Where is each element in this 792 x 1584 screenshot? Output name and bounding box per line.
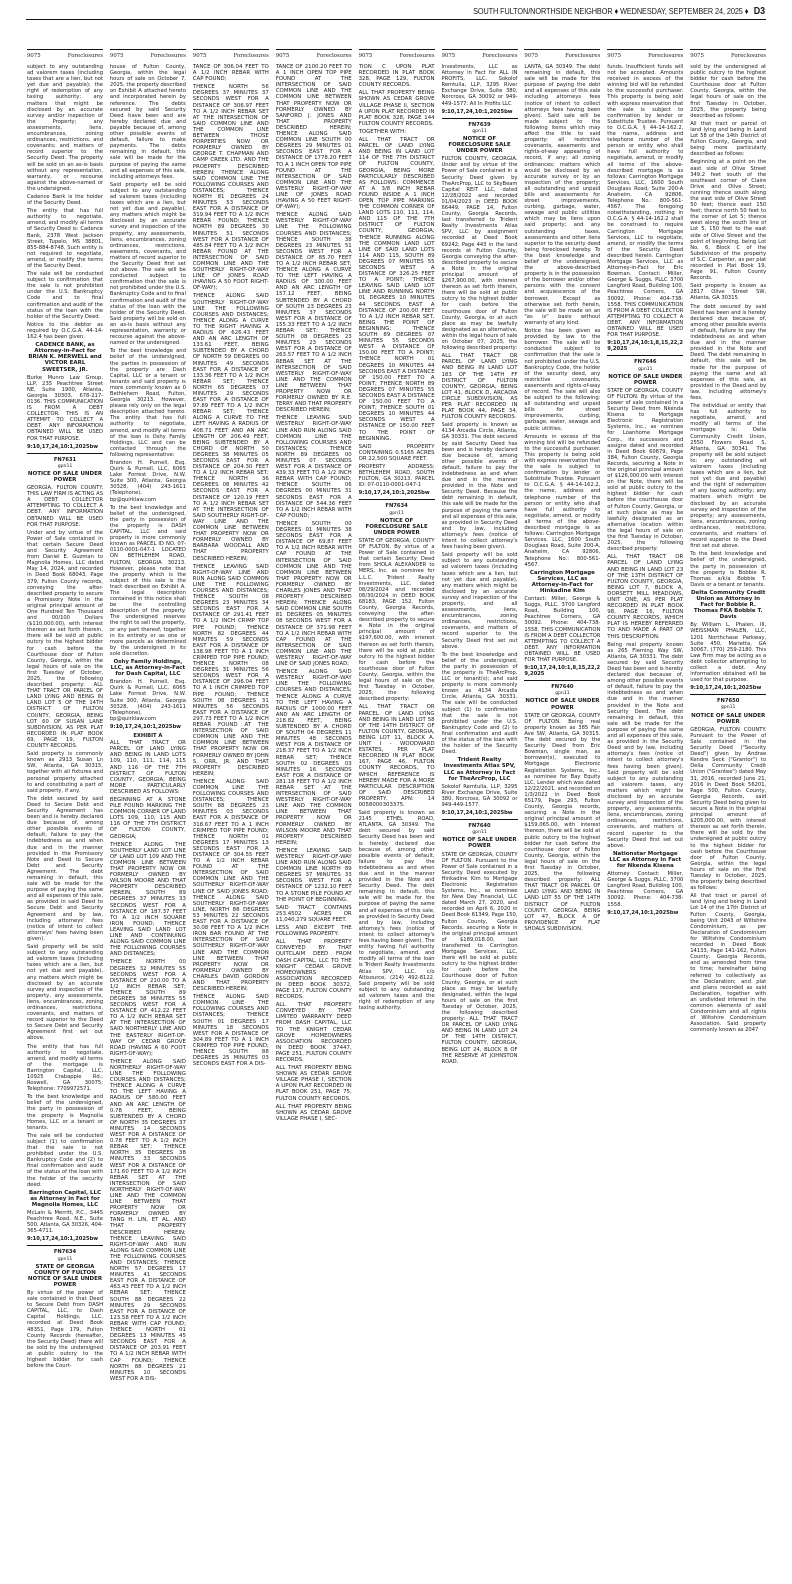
notice-paragraph: Investments, LLC as Attorney in Fact for ALL IN PROFITS, LLC. Sokolof Remtulla, LLP, 3295 River Exchange Drive, Suite 380, Norcross, GA 30092 or 949-449-1577. All In Profits LLC	[441, 64, 518, 107]
notice-paragraph: STATE OF GEORGIA, COUNTY OF FULTON. By virtue of a Power of Sale contained in that certain Security Deed from SHOLA ALEXANDER to MERS, Inc. as nominee for L.L.C. Trident Realty Investments, LLC, dated 08/29/2024 and recorded 08/30/2024 in DEED BOOK 68183, PAGE 152, Fulton County, Georgia Records, conveying the after-described property to secure a Note in the original principal amount of $197,600.00, with interest thereon as set forth therein, there will be sold at public outcry to the highest bidder for cash before the courthouse door of Fulton County, Georgia, within the legal hours of sale on the first Tuesday in October, 2025, the following described property:	[358, 537, 435, 703]
section-code: 9075	[690, 53, 704, 59]
notice-paragraph: The debt secured by said Deed has been and is hereby declared due because of, among other possible events of default, failure to pay the indebtedness as and when due and in the manner provided in the Note and Deed. The debt remaining in default, this sale will be made for the purpose of paying the same and all expenses of this sale, as provided in the Deed and by law, including attorney's fees.	[690, 303, 767, 401]
legal-description: TOGETHER WITH:	[358, 128, 407, 135]
section-label: Foreclosures	[482, 53, 518, 59]
section-label: Foreclosures	[150, 53, 186, 59]
notice-paragraph: Said property is commonly known as 2913 Susan Ln SW, Atlanta, GA 30315, together with all fixtures and personal property attached to and constituting a part of said property, if any.	[27, 751, 103, 794]
notice-heading: Barrington Capital, LLC as Attorney in Fact for Magnolia Homes, LLC	[28, 1189, 102, 1208]
legal-description: THENCE ALONG SAID WESTERLY RIGHT-OF-WAY LINE THE FOLLOWING COURSES AND DISTANCES; THENCE SOUTH 38 DEGREES 23 MINUTES 51 SECONDS WEST FOR A DISTANCE OF 85.70 FEET TO A 1/2 INCH REBAR SET; THENCE ALONG A CURVE TO THE LEFT HAVING A RADIUS OF 300.00 FEET AND AN ARC LENGTH OF 157.12 FEET, BEING SUBTENDED BY A CHORD OF SOUTH 23 DEGREES 23 MINUTES 37 SECONDS WEST FOR A DISTANCE OF 155.33 FEET TO A 1/2 INCH REBAR SET; THENCE SOUTH 08 DEGREES 23 MINUTES 23 SECONDS WEST FOR A DISTANCE OF 263.57 FEET TO A 1/2 INCH REBAR SET AT THE INTERSECTION OF SAID WESTERLY RIGHT-OF-WAY LINE AND THE COMMON LINE BETWEEN THAT PROPERTY NOW OR FORMERLY OWNED BY R.E. TERRY AND THAT PROPERTY DESCRIBED HEREIN;	[275, 212, 352, 414]
legal-description: ALL THAT PROPERTY BEING SHOWN AS CEDAR GROVE VILLAGE PHASE I, SEC-	[275, 1103, 352, 1122]
notice-paragraph: Amounts in excess of the winning bid will be refunded to the successful purchaser. This property is being sold with express reservation that the sale is subject to confirmation by lender or Substitute Trustee. Pursuant to O.C.G.A. § 44-14-162.2, the name, address and telephone number of the person or entity who shall have full authority to negotiate, amend, or modify all terms of the above-described mortgage is as follows: Carrington Mortgage Services, LLC, 1600 South Douglass Road, Suite 200-A, Anaheim, CA 92806, Telephone No.: 800-561-4567.	[524, 433, 601, 568]
notice-paragraph: PROPERTY ADDRESS: BETHLEHEM ROAD, SOUTH FULTON, GA 30213. PARCEL ID: 07-0110-0001-047-1	[358, 464, 435, 489]
page-number: D3	[753, 5, 765, 17]
legal-description: ALL THAT TRACT OR PARCEL OF LAND LYING AND BEING IN LAND LOTS 109, 110, 111, 114, 115 AND 116 OF THE 7TH DISTRICT OF FULTON COUNTY, GEORGIA, BEING MORE PARTICULARLY DESCRIBED AS FOLLOWS:	[109, 740, 186, 795]
notice-paragraph: Under and by virtue of the Power of Sale contained in that certain Secure Deed and Security Agreement from Daniel E. Guzman to Magnolia Homes, LLC dated May 14, 2024, and recorded in Deed Book 68043, Page 379, Fulton County records, conveying the after-described property to secure a Promissory Note in the original principal amount of One Hundred Ten Thousand and 00/100 Dollars ($110,000.00), with interest thereon as set forth therein, there will be sold at public outcry to the highest bidder for cash before the Courthouse door of Fulton County, Georgia, within the legal hours of sale on the first Tuesday of October, 2025, the following described property: ALL THAT TRACT OR PARCEL OF LAND LYING AND BEING IN LAND LOT 5 OF THE 14TH DISTRICT OF FULTON COUNTY, GEORGIA, BEING LOT 60 OF SUSAN LANE SUBDIVISION, AS PER PLAT RECORDED IN PLAT BOOK 69, PAGE 19, FULTON COUNTY RECORDS.	[27, 529, 103, 750]
notice-id: FN7640	[468, 823, 491, 830]
notice-id: FN7650	[717, 698, 740, 705]
legal-description: ALL THAT PROPERTY CONVEYED BY THAT QUITCLAIM DEED FROM DASH CAPITAL, LLC TO THE KNIGHT CEDAR GROVE HOMEOWNERS ASSOCIATION RECORDED IN DEED BOOK 30372, PAGE 117, FULTON COUNTY RECORDS.	[275, 939, 352, 1001]
notice-paragraph: Notice to the debtor as required by O.C.G.A. 44-14-162.4 has been given.	[27, 321, 103, 341]
notice-code: gpn11	[555, 691, 570, 697]
notice-column	[193, 49, 269, 1577]
notice-heading: Nationstar Mortgage LLC as Attorney in Fact for Nkenda Kisena	[609, 850, 682, 869]
section-code: 9075	[109, 53, 124, 59]
section-code: 9075	[607, 53, 622, 59]
section-label: Foreclosures	[316, 53, 352, 59]
notice-heading: Delta Community Credit Union as Attorney in Fact for Bobbie R. Thomas FKA Bobbie T. Davis	[690, 589, 766, 621]
notice-paragraph: The individual or entity that has full authority to negotiate, amend, and modify all terms of the mortgage is: Della Community Credit Union, 2550 Flowers Road S, Atlanta, GA 30341. The property will be sold subject to: any outstanding ad valorem taxes (including taxes which are a lien, but not yet due and payable) and the right of redemption of any taxing authority; any matters which might be disclosed by an accurate survey and inspection of the property; any assessments, liens, encumbrances, zoning ordinances, restrictions, covenants, and matters of record superior to the Deed first set out above.	[690, 403, 767, 550]
publication-dates: 9:10,17,24,10:1,2025bw	[109, 723, 181, 730]
notice-paragraph: The entity that has full authority to negotiate, amend, and modify all terms of Security Deed is: Cadence Bank, 2378 West Jackson Street, Tupelo, MS 38801, 855-884-8748. Such entity is not required to negotiate, amend, or modify the terms of the Security Deed.	[27, 208, 103, 269]
column-header	[276, 49, 352, 59]
notice-heading: Trident Realty Investments Atlas SPV, LLC as Attorney in Fact for TheArcProp, LLC	[443, 757, 516, 782]
notice-code: gpn11	[57, 1256, 73, 1262]
notice-code: gpn11	[472, 128, 487, 134]
section-code: 9075	[358, 53, 373, 59]
separator-diamond-icon: ♦	[744, 6, 749, 16]
publication-dates: 9:10,17,24,10:1,2025bw	[441, 810, 513, 817]
notice-paragraph: STATE OF GEORGIA, COUNTY OF FULTON. Being real property known as 385 Fair Ave SW, Atlanta, GA 30315. The debt secured by the Security Deed from Eric Bowman, single man, as borrower(s), executed to Mortgage Electronic Registration Systems, Inc., as nominee for Bay Equity LLC, Lender which was dated 12/22/2021, and recorded on 1/3/2022 in Deed Book 65179, Page 293, Fulton County, Georgia records, securing a Note in the original principal amount of $159,065.00, with interest thereon, there will be sold at public outcry to the highest bidder for cash before the courthouse door of Fulton County, Georgia, within the legal hours of sale on the first Tuesday in October, 2025, the following described property: ALL THAT TRACT OR PARCEL OF LAND LYING AND BEING IN LAND LOT 55 OF THE 14TH DISTRICT OF FULTON COUNTY, GEORGIA, BEING LOT 47, BLOCK A OF PROVIDENCE AT FLAT SHOALS SUBDIVISION.	[524, 712, 601, 932]
notice-paragraph: Notice has been given as provided by law to the borrower. The sale will be conducted subject to confirmation that the sale is not prohibited under the U.S. Bankruptcy Code, the holder of the security deed, any restrictive covenants, easements and rights-of-way of record. The sale will also be subject to the following: all outstanding and unpaid bills for street improvements, curbing, garbage, water, sewage and public utilities.	[524, 328, 601, 432]
legal-description: THENCE SOUTH 00 DEGREES 01 MINUTES 38 SECONDS EAST FOR A DISTANCE OF 69.87 FEET TO A 1/2 INCH REBAR WITH CAP FOUND AT THE INTERSECTION OF SAID COMMON LINE AND THE COMMON LINE BETWEEN THAT PROPERTY NOW OR FORMERLY OWNED BY CHARLES JONES AND THAT PROPERTY DESCRIBED HEREIN; THENCE ALONG SAID COMMON LINE SOUTH 81 DEGREES 05 MINUTES 08 SECONDS WEST FOR A DISTANCE OF 371.98 FEET TO A 1/2 INCH REBAR WITH CAP FOUND AT THE INTERSECTION OF SAID COMMON LINE AND THE WESTERLY RIGHT-OF-WAY LINE OF SAID JONES ROAD;	[275, 520, 352, 668]
notice-paragraph: STATE OF GEORGIA, COUNTY OF FULTON. By virtue of the power of sale contained in a Security Deed from Nkenda Kisena to Mortgage Electronic Registration Systems, Inc., as nominee for Loanhome Mortgage Corp., its successors and assigns dated and recorded in Deed Book 60879, Page 384, Fulton County, Georgia Records, securing a Note in the original principal amount of $126,000.00 with interest on the Note, there will be sold at public outcry to the highest bidder for cash before the courthouse door of Fulton County, Georgia, or at such place as may be lawfully designated as an alternative location within the legal hours of sale on the first Tuesday in October, 2025, the following described property:	[607, 387, 684, 553]
notice-paragraph: By William L. Phalen, III, WEISSMAN PHALEN, LLC, 1201 Northchase Parkway, Suite 450, Marietta, GA 30067, (770) 259-2180. This Law Firm may be acting as a debt collector attempting to collect a debt. Any information obtained will be used for that purpose.	[690, 622, 767, 684]
notice-id: EXHIBIT A	[133, 733, 163, 740]
notice-paragraph: STATE OF GEORGIA, COUNTY OF FULTON. Pursuant to the Power of Sale contained in a Security Deed executed by Hinkadine Kim to Mortgage Electronic Registration Systems, Inc., as nominee for New Day Financial, LLC dated March 27, 2020, and recorded on April 6, 2020 in Deed Book 61349, Page 150, Fulton County, Georgia Records, securing a Note in the original principal amount of $189,018.00, last transferred to Carrington Mortgage Services, LLC, there will be sold at public outcry to the highest bidder for cash before the Courthouse door of Fulton County, Georgia, or at such place as may be lawfully designated, within the legal hours of sale on the first Tuesday of October, 2025, the following described property: ALL THAT TRACT OR PARCEL OF LAND LYING AND BEING IN LAND LOT 24 OF THE 14TH DISTRICT, FULTON COUNTY, GEORGIA, BEING LOT 24, BLOCK B OF THE RESERVE AT JOHNSTON ROAD.	[441, 851, 518, 1065]
legal-description: ALL THAT TRACT OR PARCEL OF LAND LYING AND BEING IN LAND LOT 114 OF THE 7TH DISTRICT OF FULTON COUNTY, GEORGIA, BEING MORE PARTICULARLY DESCRIBED AS FOLLOWS: COMMENCE AT A 3/8 INCH REBAR FOUND INSIDE A 1 INCH OPEN TOP PIPE MARKING THE COMMON CORNER OF LAND LOTS 110, 111, 114, AND 115 OF THE 7TH DISTRICT OF FULTON COUNTY, GEORGIA; THENCE RUNNING ALONG THE COMMON LAND LOT LINE OF SAID LAND LOTS 114 AND 115, SOUTH 89 DEGREES 07 MINUTES 55 SECONDS WEST A DISTANCE OF 326.25 FEET TO A POINT; THENCE LEAVING SAID LAND LOT LINE AND RUNNING NORTH 01 DEGREES 10 MINUTES 44 SECONDS EAST A DISTANCE OF 200.00 FEET TO A 1/2 INCH REBAR SET, BEING THE POINT OF BEGINNING; THENCE SOUTH 89 DEGREES 07 MINUTES 55 SECONDS WEST A DISTANCE OF 150.00 FEET TO A POINT; THENCE NORTH 01 DEGREES 10 MINUTES 44 SECONDS EAST A DISTANCE OF 150.00 FEET TO A POINT; THENCE NORTH 89 DEGREES 07 MINUTES 55 SECONDS EAST A DISTANCE OF 150.00 FEET TO A POINT; THENCE SOUTH 01 DEGREES 10 MINUTES 44 SECONDS WEST A DISTANCE OF 150.00 FEET TO THE POINT OF BEGINNING.	[358, 137, 435, 442]
legal-description: SAID PROPERTY CONTAINING 0.5165 ACRES OR 22,500 SQUARE FEET.	[358, 443, 435, 462]
notice-paragraph: funds. Insufficient funds will not be accepted. Amounts received in excess of the winning bid will be refunded to the successful purchaser. This property is being sold with express reservation that the sale is subject to confirmation by lender or Substitute Trustee. Pursuant to O.C.G.A. § 44-14-162.2, the name, address and telephone number of the person or entity who shall have full authority to negotiate, amend, or modify all terms of the above-described mortgage is as follows: Carrington Mortgage Services, LLC, 1600 South Douglass Road, Suite 200-A Anaheim, CA 92806, Telephone No.: 800-561-4567. The foregoing notwithstanding, nothing in O.C.G.A. § 44-14-162.2 shall be construed to require Carrington Mortgage Services, LLC to negotiate, amend, or modify the terms of the Security Deed described herein. Carrington Mortgage Services, LLC as Attorney-in-Fact for Eric Bowman. Contact: Miller, George & Suggs, PLLC 3700 Langford Road, Building 100, Peachtree Corners, GA 30092. Phone: 404-738-1558. THIS COMMUNICATION IS FROM A DEBT COLLECTOR ATTEMPTING TO COLLECT A DEBT. ANY INFORMATION OBTAINED WILL BE USED FOR THAT PURPOSE.	[607, 64, 684, 339]
notice-paragraph: Contact: Miller, George & Suggs, PLLC, 3700 Langford Road, Building 100, Peachtree Corners, GA 30092. Phone: 404-738-1558. THIS COMMUNICATION IS FROM A DEBT COLLECTOR ATTEMPTING TO COLLECT A DEBT. ANY INFORMATION OBTAINED WILL BE USED FOR THAT PURPOSE.	[524, 596, 601, 663]
notice-column	[607, 49, 683, 1577]
notice-paragraph: The debt secured by said Deed to Secure Debt and Security Agreement has been and is hereby declared due because of, among other possible events of default, failure to pay the indebtedness as and when due and in the manner provided in the Promissory Note and Deed to Secure Debt and Security Agreement. The debt remaining in default, this sale will be made for the purpose of paying the same and all expenses of this sale, as provided in said Deed to Secure Debt and Security Agreement and by law, including attorneys' fees (notice of intent to collect attorneys' fees having been given).	[27, 795, 103, 942]
notice-id: FN7631	[53, 456, 77, 463]
publication-dates: 9:10,17,24,10:1,2025bw	[27, 443, 99, 450]
notice-paragraph: Being real property known as 265 Fleming Way SW, Atlanta, GA 30331. The debt secured by said Security Deed has been and is hereby declared due because of, among other possible events of default, failure to pay the indebtedness as and when due and in the manner provided in the Note and Security Deed. The debt remaining in default, this sale will be made for the purpose of paying the same and all expenses of this sale, as provided in the Security Deed and by law, including attorney's fees (notice of intent to collect attorney's fees having been given). Said property will be sold subject to any outstanding ad valorem taxes, any matters which might be disclosed by an accurate survey and inspection of the property, any assessments, liens, encumbrances, zoning ordinances, restrictions, covenants, and matters of record superior to the Security Deed first set out above.	[607, 641, 684, 849]
column-header	[524, 49, 600, 59]
notice-column	[27, 49, 103, 1577]
notice-heading: Oshy Family Holdings, LLC, as Attorney-in-Fact for Dash Capital, LLC	[110, 659, 186, 678]
publication-dates: 9:10,17,24,10:1,2025bw	[690, 685, 762, 692]
legal-description: TANCE OF 2100.20 FEET TO A 1 INCH OPEN TOP PIPE FOUND AT THE INTERSECTION OF SAID COMMON LINE AND THE COMMON LINE BETWEEN THAT PROPERTY NOW OR FORMERLY OWNED BY SANFORD J. JONES AND THAT PROPERTY DESCRIBED HEREIN; THENCE ALONG SAID COMMON LINE SOUTH 00 DEGREES 29 MINUTES 01 SECONDS EAST FOR A DISTANCE OF 1778.20 FEET TO A 1 INCH OPEN TOP PIPE FOUND AT THE INTERSECTION OF SAID COMMON LINE AND THE WESTERLY RIGHT-OF-WAY LINE OF JONES ROAD (HAVING A 50 FEET RIGHT-OF-WAY);	[275, 64, 352, 211]
separator-diamond-icon: ♦	[614, 6, 619, 16]
notice-divider	[607, 355, 683, 356]
notice-paragraph: FULTON COUNTY, GEORGIA. Under and by virtue of the Power of Sale contained in a Security Deed given by TheArcProp, LLC to SkyBeam Capital REIT LLC, dated 12/28/2022 and recorded 01/04/2023 in DEED BOOK 66449, PAGE 14, Fulton County, Georgia Records, last transferred to Trident Realty Investments Atlas SPV, LLC by assignment recorded at Deed Book 69242, Page 443 in the land records at Fulton County, Georgia conveying the after-described property to secure a Note in the original principal amount of $267,900.00, with interest thereon as set forth therein, there will be sold at public outcry to the highest bidder for cash before the courthouse door of Fulton County, Georgia, or at such place as may be lawfully designated as an alternative, within the legal hours of sale on October 07, 2025, the following described property:	[441, 156, 518, 352]
section-label: Foreclosures	[565, 53, 601, 59]
section-label: Foreclosures	[399, 53, 435, 59]
notice-paragraph: Said property is known as 2145 ETHEL ROAD, ATLANTA, GA 30349. The debt secured by said Security Deed has been and is hereby declared due because of, among other possible events of default, failure to pay the indebtedness as and when due and in the manner provided in the Note and Security Deed. The debt remaining in default, this sale will be made for the purpose of paying the same and all expenses of this sale, as provided in Security Deed and by law, including attorney's fees (notice of intent to collect attorney's fees having been given). The entity having full authority to negotiate, amend, and modify all terms of the loan is Trident Realty Investments Atlas SPV, LLC, c/o Altisource, (214) 492-8122. Said property will be sold subject to any outstanding ad valorem taxes and the right of redemption of any taxing authority.	[358, 810, 435, 1012]
section-code: 9075	[275, 53, 290, 59]
notice-paragraph: Said property will be sold subject to any outstanding ad valorem taxes (including taxes which are a lien, but not yet due and payable), any matters which might be disclosed by an accurate survey and inspection of the property, any assessments, liens, encumbrances, zoning ordinances, restrictions, covenants, and matters of record superior to the Deed to Secure Debt and Security Agreement first set out above.	[27, 944, 103, 1042]
legal-description: THENCE ALONG THE SOUTHERLY LAND LOT LINE OF LAND LOT 109 AND THE COMMON LINE BETWEEN THAT PROPERTY NOW OR FORMERLY OWNED BY WILSON MOORE AND THAT PROPERTY DESCRIBED HEREIN, SOUTH 89 DEGREES 37 MINUTES 33 SECONDS WEST FOR A DISTANCE OF 187.37 FEET TO A 1/2 INCH SQUARE IRON FOUND; THENCE LEAVING SAID LAND LOT LINE AND CONTINUING ALONG SAID COMMON LINE THE FOLLOWING COURSES AND DISTANCES;	[109, 841, 186, 958]
publication-dates: 9:10,17,24,10:1,2025bw	[607, 909, 679, 916]
notice-heading: NOTICE OF SALE UNDER POWER	[27, 470, 103, 483]
section-code: 9075	[192, 53, 207, 59]
notice-id: FN7646	[634, 359, 657, 366]
column-header	[27, 49, 103, 59]
section-code: 9075	[524, 53, 539, 59]
legal-description: ALL THAT TRACT OR PARCEL OF LAND LYING AND BEING IN LAND LOT 183 OF THE 14TH FF DISTRICT OF FULTON COUNTY, GEORGIA, BEING LOT 41, BLOCK D, ARCADIA CIRCLE SUBDIVISION, AS PER PLAT RECORDED IN PLAT BOOK 44, PAGE 34, FULTON COUNTY RECORDS.	[441, 353, 518, 421]
notice-column	[110, 49, 186, 1577]
notice-paragraph: sold by the undersigned at public outcry to the highest bidder for cash before the Courthouse door at Fulton County, Georgia, within the legal hours of sale on the first Tuesday in October, 2025, the property being described as follows:	[690, 64, 767, 119]
notice-divider	[524, 680, 600, 681]
notice-paragraph: The entity that has full authority to negotiate, amend, and modify all terms of the mortgage is Barrington Capital, LLC, 10925 Crabapple Rd., Roswell, GA 30075; Telephone: 7709972571.	[27, 1043, 103, 1093]
notice-divider	[442, 819, 518, 820]
notice-paragraph: By virtue of the power of sale contained in that Deed to Secure Debt from DASH CAPITAL, LLC, to Dash Capital Holdings, LLC, recorded at Deed Book 48351, Page 179, Fulton County Records (hereafter, the Security Deed) there will be sold by the undersigned at public outcry to the highest bidder for cash before the Court-	[27, 1290, 103, 1370]
section-label: Foreclosures	[730, 53, 767, 59]
notice-code: gpn11	[57, 463, 73, 469]
notice-paragraph: Attorney Contact: Miller, George & Suggs, PLLC, 3700 Langford Road, Building 100, Peachtree Corners, GA 30092. Phone: 404-738-1558.	[607, 871, 684, 908]
section-label: Foreclosures	[648, 53, 684, 59]
notice-paragraph: Said property will be sold subject to any outstanding ad valorem taxes (including taxes which are a lien, but not yet due and payable), any matters which might be disclosed by an accurate survey and inspection of the property, any assessments, liens, encumbrances, zoning ordinances, restrictions, easements, covenants, and matters of record superior to the Security Deed first set out above. The sale will be conducted subject to confirmation that the sale is not prohibited under the U.S. Bankruptcy Code and to final confirmation and audit of the status of the loan with the holder of the Security Deed. Said property will be sold on an as-is basis without any representation, warranty or recourse against the above-named or the undersigned.	[109, 181, 186, 347]
legal-description: ALL THAT PROPERTY BEING SHOWN AS CEDAR GROVE VILLAGE PHASE II, SECTION A UPON PLAT RECORDED IN PLAT BOOK 328, PAGE 144 FULTON COUNTY RECORDS.	[358, 90, 435, 127]
column-header	[607, 49, 683, 59]
notice-paragraph: GEORGIA, FULTON COUNTY. Pursuant to the Power of Sale contained in the Security Deed ("Security Deed") given by Andrae Kendre Seck ("Grantor") to Della Community Credit Union ("Grantee") dated May 31, 2016, recorded June 21, 2016 in Deed Book 56201, Page 500, Fulton County, Georgia Records, said Security Deed being given to secure a Note in the original principal amount of $205,000.00, with interest thereon as set forth therein, there will be sold by the undersigned at public outcry to the highest bidder for cash before the Courthouse door of Fulton County, Georgia, within the legal hours of sale on the first Tuesday in October, 2025, the property being described as follows:	[690, 726, 767, 892]
notice-divider	[442, 118, 518, 119]
notice-paragraph: The sale will be conducted subject to confirmation that the sale is not prohibited under the U.S. Bankruptcy Code and to final confirmation and audit of the status of the loan with the holder of the Security Deed.	[27, 271, 103, 320]
notice-column	[690, 49, 766, 1577]
notice-paragraph: Cadence Bank is the holder of the Security Deed.	[27, 193, 103, 207]
legal-description: TION C UPON PLAT RECORDED IN PLAT BOOK 328, PAGE 129, FULTON COUNTY RECORDS.	[358, 64, 435, 89]
notice-heading: NOTICE OF SALE UNDER POWER	[608, 373, 683, 386]
notice-id: FN7640	[551, 684, 574, 691]
legal-description: SAID TRACT CONTAINS 253.4502 ACRES OR 11,040,279 SQUARE FEET.	[275, 904, 352, 923]
notice-column	[359, 49, 435, 1577]
notice-paragraph: To the best knowledge and belief of the undersigned, the parties in possession of the property are Dash Capital, LLC or a tenant or tenants and said property is more commonly known as 0 Bethlehem Road, Fulton, Georgia 30213. However, please rely only on the legal description attached hereto. The entity that has full authority to negotiate, amend, and modify all terms of the loan is Oshy Family Holdings, LLC and can be contacted through the following representative:	[109, 348, 186, 458]
notice-divider	[27, 453, 103, 454]
notice-heading: NOTICE OF SALE UNDER POWER	[691, 712, 766, 725]
notice-paragraph: To the best knowledge and belief of the undersigned, the party in possession of the property is DASH CAPITAL, LLC and said property is more commonly known as PARCEL ID NO. 07-0110-0001-047-1 LOCATED ON BETHLEHEM ROAD, FULTON, GEORGIA 30213. However, please note that the property which is the subject of this sale is the tract described on Exhibit A. The legal description contained in this notice shall be the controlling description of the property. The undersigned reserves the right to sell the property, or any part thereof, together in its entirety or as one or more parcels as determined by the undersigned in its sole discretion.	[109, 504, 186, 657]
notice-divider	[690, 694, 766, 695]
notice-code: gpn11	[472, 830, 487, 836]
legal-description: ALL THAT PROPERTY BEING SHOWN AS CEDAR GROVE VILLAGE PHASE I, SECTION A UPON PLAT RECORDED IN PLAT BOOK 251, PAGE 75, FULTON COUNTY RECORDS.	[275, 1065, 352, 1102]
notice-paragraph: All that tract or parcel of land lying and being in Land Lot 58 of the 14th District of Fulton County, Georgia, and being more particularly described as follows:	[690, 120, 767, 158]
notice-heading: NOTICE OF FORECLOSURE SALE UNDER POWER	[448, 135, 511, 155]
masthead	[115, 5, 765, 25]
notice-paragraph: Burke Munro Law Group, LLP, 235 Peachtree Street NE, Suite 1900, Atlanta, Georgia 30303, 678-217-0136. THIS COMMUNICATION IS FROM A DEBT COLLECTOR. THIS IS AN ATTEMPT TO COLLECT A DEBT. ANY INFORMATION OBTAINED WILL BE USED FOR THAT PURPOSE.	[27, 374, 103, 442]
notice-paragraph: McLain & Merritt, P.C., 3445 Peachtree Road, N.E., Suite 500, Atlanta, GA 30326, 404-365-4711.	[27, 1209, 103, 1235]
notice-paragraph: To the best knowledge and belief of the undersigned, the party in possession of the property is Bobbie R. Thomas a/k/a Bobbie T. Davis or a tenant or tenants.	[690, 551, 767, 588]
notice-paragraph: All that tract or parcel of land lying and being in Land Lot 14 of the 17th District of Fulton County, Georgia, being Unit 2043 of Wiltshire Condominium, as per Declaration of Condominium for Wiltshire Condominium recorded in Deed Book 14133, Page 141-162, Fulton County, Georgia Records, and as amended from time to time; hereinafter being referred to collectively as the Declaration; and plat and plans recorded as said Declaration, together with an undivided interest in the common elements of said Condominium and all rights of Wiltshire Condominium Association. Said property commonly known as 2047	[690, 893, 767, 1034]
section-label: Foreclosures	[67, 53, 103, 59]
notice-paragraph: The sale will be conducted subject (1) to confirmation that the sale is not prohibited under the U.S. Bankruptcy Code and (2) to final confirmation and audit of the status of the loan with the holder of the security deed.	[27, 1132, 103, 1188]
notice-heading: NOTICE OF FORECLOSURE SALE UNDER POWER	[365, 517, 428, 536]
notice-heading: CADENCE BANK, as Attorney-in-Fact for BRIAN K. MERWELL and VICTOR EARL SWEETSER, JR.	[28, 342, 102, 373]
notice-paragraph: Sokolof Remtulla, LLP, 3295 River Exchange Drive, Suite 380, Norcross, GA 30092 or 949-449-1577.	[441, 783, 518, 808]
legal-description: THENCE ALONG SAID COMMON LINE THE FOLLOWING COURSES AND DISTANCES; THENCE SOUTH 88 DEGREES 23 MINUTES 03 SECONDS EAST FOR A DISTANCE OF 318.67 FEET TO A 1 INCH CRIMPED TOP PIPE FOUND; THENCE NORTH 01 DEGREES 17 MINUTES 13 SECONDS EAST FOR A DISTANCE OF 304.55 FEET TO A 1/2 INCH REBAR FOUND AT THE INTERSECTION OF SAID COMMON LINE AND THE SOUTHERLY RIGHT-OF-WAY LINE OF SAID JONES ROAD; THENCE ALONG SAID SOUTHERLY RIGHT-OF-WAY LINE, NORTH 88 DEGREES 53 MINUTES 22 SECONDS EAST FOR A DISTANCE OF 30.08 FEET TO A 1/2 INCH IRON BAR FOUND AT THE INTERSECTION OF SAID SOUTHERLY RIGHT-OF-WAY LINE AND THE COMMON LINE BETWEEN THAT PROPERTY NOW OR FORMERLY OWNED BY CHARLES DAVID GORDON AND THAT PROPERTY DESCRIBED HEREIN;	[192, 778, 269, 993]
notice-column	[276, 49, 352, 1577]
legal-description: ALL THAT TRACT OR PARCEL OF LAND LYING AND BEING IN LAND LOT 23 OF THE 13TH DISTRICT OF FULTON COUNTY, GEORGIA, BEING LOT 7, BLOCK A, DORSETT MILL MEADOWS, UNIT ONE, AS PER PLAT RECORDED IN PLAT BOOK 98, PAGE 16, FULTON COUNTY RECORDS, WHICH PLAT IS HEREBY REFERRED TO AND MADE A PART OF THIS DESCRIPTION.	[607, 554, 684, 640]
section-code: 9075	[441, 53, 456, 59]
notice-paragraph: GEORGIA, FULTON COUNTY. THIS LAW FIRM IS ACTING AS A DEBT COLLECTOR ATTEMPTING TO COLLECT A DEBT. ANY INFORMATION OBTAINED WILL BE USED FOR THAT PURPOSE.	[27, 485, 103, 528]
publication-name: SOUTH FULTON/NORTHSIDE NEIGHBOR	[473, 6, 613, 16]
notice-divider	[359, 499, 435, 500]
notice-column	[442, 49, 518, 1577]
legal-description: THENCE ALONG SAID NORTHERLY RIGHT-OF-WAY LINE THE FOLLOWING COURSES AND DISTANCES; THENCE ALONG A CURVE TO THE LEFT HAVING A RADIUS OF 580.00 FEET AND AN ARC LENGTH OF 0.78 FEET, BEING SUBTENDED BY A CHORD OF NORTH 35 DEGREES 37 MINUTES 14 SECONDS WEST FOR A DISTANCE OF 0.78 FEET TO A 1/2 INCH REBAR SET; THENCE NORTH 35 DEGREES 38 MINUTES 33 SECONDS WEST FOR A DISTANCE OF 171.60 FEET TO A 1/2 INCH REBAR SET AT THE INTERSECTION OF SAID NORTHERLY RIGHT-OF-WAY LINE AND THE COMMON LINE BETWEEN THAT PROPERTY NOW OR FORMERLY OWNED BY TANG H. LIN, ET AL. AND THAT PROPERTY DESCRIBED HEREIN; THENCE LEAVING SAID RIGHT-OF-WAY AND RUN ALONG SAID COMMON LINE THE FOLLOWING COURSES AND DISTANCES; THENCE NORTH 57 DEGREES 17 MINUTES 41 SECONDS EAST FOR A DISTANCE OF 463.43 FEET TO A 1/2 INCH REBAR SET; THENCE SOUTH 88 DEGREES 22 MINUTES 29 SECONDS EAST FOR A DISTANCE OF 123.58 FEET TO A 1/2 INCH REBAR WITH CAP FOUND; THENCE NORTH 01 DEGREES 13 MINUTES 45 SECONDS EAST FOR A DISTANCE OF 203.91 FEET TO A 1/2 INCH REBAR WITH CAP FOUND; THENCE NORTH 88 DEGREES 21 MINUTES 10 SECONDS WEST FOR A DIS-	[109, 1058, 186, 1382]
column-header	[359, 49, 435, 59]
legal-description: ALL THAT TRACT OR PARCEL OF LAND LYING AND BEING IN LAND LOT 58 OF THE 14TH DISTRICT OF FULTON COUNTY, GEORGIA, BEING LOT 11, BLOCK A, UNIT I - WOODWARD ESTATES, PER PLAT RECORDED IN PLAT BOOK 167, PAGE 46, FULTON COUNTY RECORDS, TO WHICH REFERENCE IS HEREBY MADE FOR A MORE PARTICULAR DESCRIPTION OF SAID DESCRIBED PROPERTY. APN: 14 0058000303375.	[358, 704, 435, 808]
column-header	[110, 49, 186, 59]
section-code: 9075	[27, 53, 41, 59]
notice-paragraph: LANTA, GA 30349. The debt remaining in default, this sale will be made for the purpose of paying the debt and all expenses of this sale including attorneys fees (notice of intent to collect attorneys fees having been given). Said sale will be made subject to the following items which may affect the title to said property: all restrictive covenants, easements and rights-of-way appearing of record, if any; all zoning ordinances; matters which would be disclosed by an accurate survey or by an inspection of the property; all outstanding and unpaid bills and assessments for street improvements, curbing, garbage, water, sewage and public utilities which may be liens upon said property; and any outstanding taxes, assessments and other liens superior to the security deed being foreclosed hereby. To the best knowledge and belief of the undersigned, the above-described property is in the possession of the borrower and/or other persons with the consent and acquiescence of the borrower. Except as otherwise set forth herein, the sale will be made on an "as is" basis without warranty of any kind.	[524, 64, 601, 326]
legal-description: ALL THAT PROPERTY CONVEYED BY THAT LIMITED WARRANTY DEED FROM DASH CAPITAL, LLC TO THE KNIGHT CEDAR GROVE HOMEOWNERS ASSOCIATION RECORDED IN DEED BOOK 37447, PAGE 251, FULTON COUNTY RECORDS.	[275, 1002, 352, 1063]
notice-paragraph: Said property is known as 4134 Arcadia Circle, Atlanta, GA 30331. The debt secured by said Security Deed has been and is hereby declared due because of, among other possible events of default, failure to pay the indebtedness as and when due and in the manner provided in the Note and Security Deed. Because the debt remaining in default, this sale will be made for the purpose of paying the same and all expenses of this sale, as provided in Security Deed and by law, including attorney's fees (notice of intent to collect attorney's fees having been given).	[441, 422, 518, 551]
notice-id: FN7634	[53, 1249, 77, 1256]
notice-code: gpn11	[720, 705, 736, 711]
legal-description: THENCE LEAVING SAID WESTERLY RIGHT-OF-WAY LINE AND RUN ALONG SAID COMMON LINE NORTH 89 DEGREES 37 MINUTES 33 SECONDS WEST FOR A DISTANCE OF 1232.10 FEET TO A STONE PILE FOUND AT THE POINT OF BEGINNING.	[275, 847, 352, 903]
publication-dates: 9:10,17,24,10:1,2025bw	[358, 490, 430, 497]
notice-heading: STATE OF GEORGIA COUNTY OF FULTON NOTICE OF SALE UNDER POWER	[27, 1263, 103, 1288]
notice-id: FN7639	[468, 121, 491, 128]
legal-description: THENCE ALONG SAID COMMON LINE THE FOLLOWING COURSES AND DISTANCES; THENCE SOUTH 01 DEGREES 17 MINUTES 18 SECONDS WEST FOR A DISTANCE OF 304.89 FEET TO A 1 INCH CRIMPED TOP PIPE FOUND; THENCE SOUTH 88 DEGREES 25 MINUTES 03 SECONDS EAST FOR A DIS-	[192, 994, 269, 1068]
notice-paragraph: To the best knowledge and belief of the undersigned, the party in possession of the property is TheArcProp, LLC or tenant(s); and said property is more commonly known as 4134 Arcadia Circle, Atlanta, GA 30331. The sale will be conducted subject (1) to confirmation that the sale is not prohibited under the U.S. Bankruptcy Code and (2) to final confirmation and audit of the status of the loan with the holder of the Security Deed.	[441, 651, 518, 756]
column-header	[690, 49, 766, 59]
publication-dates: 9:10,17,24,10:1,8,15,22,29,2025	[524, 665, 601, 678]
publication-dates: 9:10,17,24,10:1,2025bw	[27, 1236, 99, 1243]
notice-paragraph: house of Fulton County, Georgia, within the legal hours of sale on October 7, 2025, the property described on Exhibit A attached hereto and incorporated herein by reference. The debts secured by said Security Deed have been and are hereby declared due and payable because of, among other possible events of default, failure to make payments. The debts remaining in default, this sale will be made for the purpose of paying the same and all expenses of this sale, including attorneys fees.	[109, 64, 186, 180]
masthead-rule	[26, 19, 766, 20]
notice-paragraph: Brandon H. Purnell, Esq. Quirk & Purnell, LLC, 6065 Lake Forrest Drive, N.W. Suite 300, Atlanta, Georgia 30328, (404) 243-1611 (Telephone), bp@quirklaw.com	[109, 679, 186, 722]
notice-id: FN7634	[385, 503, 408, 510]
publication-dates: 9:10,17,24,10:1,2025bw	[441, 108, 513, 115]
legal-description: TANCE OF 306.04 FEET TO A 1/2 INCH REBAR WITH CAP FOUND;	[192, 64, 269, 83]
column-header	[442, 49, 518, 59]
legal-description: BEGINNING AT A STONE PILE FOUND MARKING THE COMMON CORNER OF LAND LOTS 109, 110, 115 AND 116 OF THE 7TH DISTRICT OF FULTON COUNTY, GEORGIA;	[109, 796, 186, 840]
legal-description: THENCE NORTH 00 DEGREES 32 MINUTES 55 SECONDS WEST FOR A DISTANCE OF 210.00 TO A 1/2 INCH REBAR SET; THENCE SOUTH 89 DEGREES 38 MINUTES 55 SECONDS WEST FOR A DISTANCE OF 412.22 FEET TO A 1/2 INCH REBAR SET AT THE INTERSECTION OF SAID NORTHERLY LINE AND THE EASTERLY RIGHT-OF-WAY OF CEDAR GROVE ROAD (HAVING A 60 FOOT RIGHT-OF-WAY);	[109, 959, 186, 1057]
legal-description: THENCE NORTH 56 DEGREES 37 MINUTES 37 SECONDS WEST FOR A DISTANCE OF 306.97 FEET TO A 1/2 INCH REBAR SET AT THE INTERSECTION OF SAID COMMON LINE AND THE COMMON LINE BETWEEN THOSE PORPERTIES NOW OR FORMERLY OWNED BY GEORGE T. CHAPMAN AND CAMP CREEK LTD. AND THE PROEPRTY DESCRIBED HEREIN; THENCE ALONG SAID COMMON LINE THE FOLLOWING COURSES AND DISTANCES; THENCE NORTH 81 DEGREES 24 MINUTES 53 SECONDS EAST FOR A DISTANCE OF 319.94 FEET TO A 1/2 INCH REBAR FOUND; THENCE NORTH 89 DEGREES 30 MINUTES 51 SECONDS WEST FOR A DISTANCE OF 485.84 FEET TO A 1/2 INCH REBAR FOUND AT THE INTERSECTION OF SAID COMMON LINE AND THE SOUTHERLY RIGHT-OF-WAY LINE OF JONES ROAD (HAVING A 50 FOOT RIGHT-OF-WAY);	[192, 84, 269, 292]
legal-description: LESS AND EXCEPT THE FOLLOWING PROPERTY:	[275, 925, 352, 938]
notice-paragraph: Brandon H. Purnell, Esq. Quirk & Purnell, LLC, 6065 Lake Forrest Drive, N.W. Suite 300, Atlanta, Georgia 30328, (404) 243-1611 (Telephone), bp@quirklaw.com	[109, 460, 186, 503]
notice-paragraph: Beginning at a point on the east side of Olive Street 349.2 feet south of the southeast corner of Claire Drive and Olive Street; running thence south along the east side of Olive Street 50 feet; thence east 150 feet; thence north 50 feet to the corner of Lot 5; thence west along the south line of Lot 5, 150 feet to the east side of Olive Street and the point of beginning, being Lot No. 6, Block C of the Subdivision of the property of S.C. Carpenter, as per plat recorded in Plat Book 19, Page 91, Fulton County Records.	[690, 159, 767, 282]
notice-heading: NOTICE OF SALE UNDER POWER	[442, 837, 517, 850]
notice-heading: NOTICE OF SALE UNDER POWER	[525, 698, 600, 711]
notice-paragraph: subject to any outstanding ad valorem taxes (including taxes that are a lien, but not yet due and payable); the right of redemption of any taxing authority; any matters that might be disclosed by an accurate survey and/or inspection of the Property; any assessments, liens, encumbrances, zoning ordinances, restrictions, and covenants; and matters of record superior to the Security Deed. The property will be sold on an as-is basis without any representation, warranty, or recourse against the above-named or the undersigned.	[27, 64, 103, 192]
notice-paragraph: Said property will be sold subject to any outstanding ad valorem taxes (including taxes which are a lien, but not yet due and payable), any matters which might be disclosed by an accurate survey and inspection of the property, and all assessments, liens, encumbrances, zoning ordinances, restrictions, covenants, and matters of record superior to the Security Deed first set out above.	[441, 552, 518, 650]
section-label: Foreclosures	[233, 53, 269, 59]
publication-dates: 9:10,17,24,10:1,8,15,22,29,2025	[607, 340, 683, 353]
notice-paragraph: Said property is known as 2817 Olive Street SW, Atlanta, GA 30315.	[690, 283, 767, 302]
legal-description: THENCE ALONG SAID SOUTHERLY RIGHT-OF-WAY LINE THE FOLLOWING COURSES AND DISTANCES; THENCE ALONG A CURVE TO THE RIGHT HAVING A RADIUS OF 626.43 FEET AND AN ARC LENGTH OF 133.61 FEET, BEING SUBTENDED BY A CHORD OF NORTH 59 DEGREES 00 MINUTES 49 SECONDS EAST FOR A DISTANCE OF 133.36 FEET TO A 1/2 INCH REBAR SET; THENCE NORTH 65 DEGREES 07 MINUTES 29 SECONDS EAST FOR A DISTANCE OF 97.89 FEET TO A 1/2 INCH REBAR SET; THENCE ALONG A CURVE TO THE LEFT HAVING A RADIUS OF 408.71 FEET AND AN ARC LENGTH OF 206.49 FEET, BEING SUBTENDED BY A CHORD OF NORTH 50 DEGREES 38 MINUTES 05 SECONDS EAST FOR A DISTANCE OF 204.30 FEET TO A 1/2 INCH REBAR SET; THENCE NORTH 36 DEGREES 08 MINUTES 42 SECONDS EAST FOR A DISTANCE OF 120.19 FEET TO A 1/2 INCH REBAR SET AT THE INTERSECTION OF SAID SOUTHERLY RIGHT-OF-WAY LINE AND THE COMMON LINE BETWEEN THAT PROPERTY NOW OR FORMERLY OWNED BY BARBARA WOODALL AND THAT PROPERTY DESCRIBED HEREIN;	[192, 293, 269, 562]
notice-column	[524, 49, 600, 1577]
legal-description: THENCE ALONG SAID WESTERLY RIGHT-OF-WAY LINE THE FOLLOWING COURSES AND DISTANCES; THENCE ALONG A CURVE TO THE LEFT HAVING A RADIUS OF 1000.00 FEET AND AN ARC LENGTH OF 218.82 FEET, BEING SUBTENDED BY A CHORD OF SOUTH 04 DEGREES 11 MINUTES 48 SECONDS WEST FOR A DISTANCE OF 218.37 FEET TO A 1/2 INCH REBAR SET; THENCE SOUTH 02 DEGREES 03 MINUTES 16 SECONDS EAST FOR A DISTANCE OF 281.18 FEET TO A 1/2 INCH REBAR SET AT THE INTERSECTION OF SAID WESTERLY RIGHT-OF-WAY LINE AND THE COMMON LINE BETWEEN THAT PROPERTY NOW OR FORMERLY OWNED BY WILSON MOORE AND THAT PROPERTY DESCRIBED HEREIN;	[275, 669, 352, 846]
legal-description: THENCE LEAVING SAID RIGHT-OF-WAY LINE AND RUN ALONG SAID COMMON LINE THE FOLLOWING COURSES AND DISTANCES; THENCE SOUTH 08 DEGREES 23 MINUTES 34 SECONDS EAST FOR A DISTANCE OF 291.41 FEET TO A 1/2 INCH CRIMP TOP PIPE FOUND; THENCE NORTH 82 DEGREES 44 MINUTES 59 SECONDS EAST FOR A DISTANCE OF 138.98 FEET TO A 1 INCH CRIMPED TOP PIPE FOUND; THENCE NORTH 08 DEGREES 31 MINUTES 56 SECONDS WEST FOR A DISTANCE OF 296.04 FEET TO A 1 INCH CRIMPED TOP PIPE FOUND; THENCE SOUTH 08 DEGREES 31 MINUTES 56 SECONDS EAST FOR A DISTANCE OF 297.73 FEET TO A 1/2 INCH REBAR FOUND AT THE INTERSECTION OF SAID COMMON LINE AND THE COMMON LINE BETWEEN THAT PROPERTY NOW OR FORMERLY OWNED BY JOHN S. ORR, JR. AND THAT PROPERTY DESCRIBED HEREIN;	[192, 563, 269, 777]
notice-code: gpn11	[638, 366, 653, 372]
notice-code: gpn11	[389, 510, 404, 516]
notice-paragraph: To the best knowledge and belief of the undersigned, the party in possession of the property is Magnolia Homes, LLC or a tenant or tenants.	[27, 1094, 103, 1131]
legal-description: THENCE LEAVING SAID WESTERLY RIGHT-OF-WAY LINE AND RUN ALONG SAID COMMON LINE THE FOLLOWING COURSES AND DISTANCES; THENCE NORTH 89 DEGREES 00 MINUTES 07 SECONDS WEST FOR A DISTANCE OF 439.33 FEET TO A 1/2 INCH REBAR WITH CAP FOUND; THENCE SOUTH 06 DEGREES 00 MINUTES 31 SECONDS EAST FOR A DISTANCE OF 544.36 FEET TO A 1/2 INCH REBAR WITH CAP FOUND;	[275, 415, 352, 519]
notice-divider	[27, 1245, 103, 1246]
notice-heading: Carrington Mortgage Services, LLC as Attorney-in-Fact for Hinkadine Kim	[529, 569, 595, 594]
issue-date: WEDNESDAY, SEPTEMBER 24, 2025	[620, 6, 743, 16]
column-header	[193, 49, 269, 59]
